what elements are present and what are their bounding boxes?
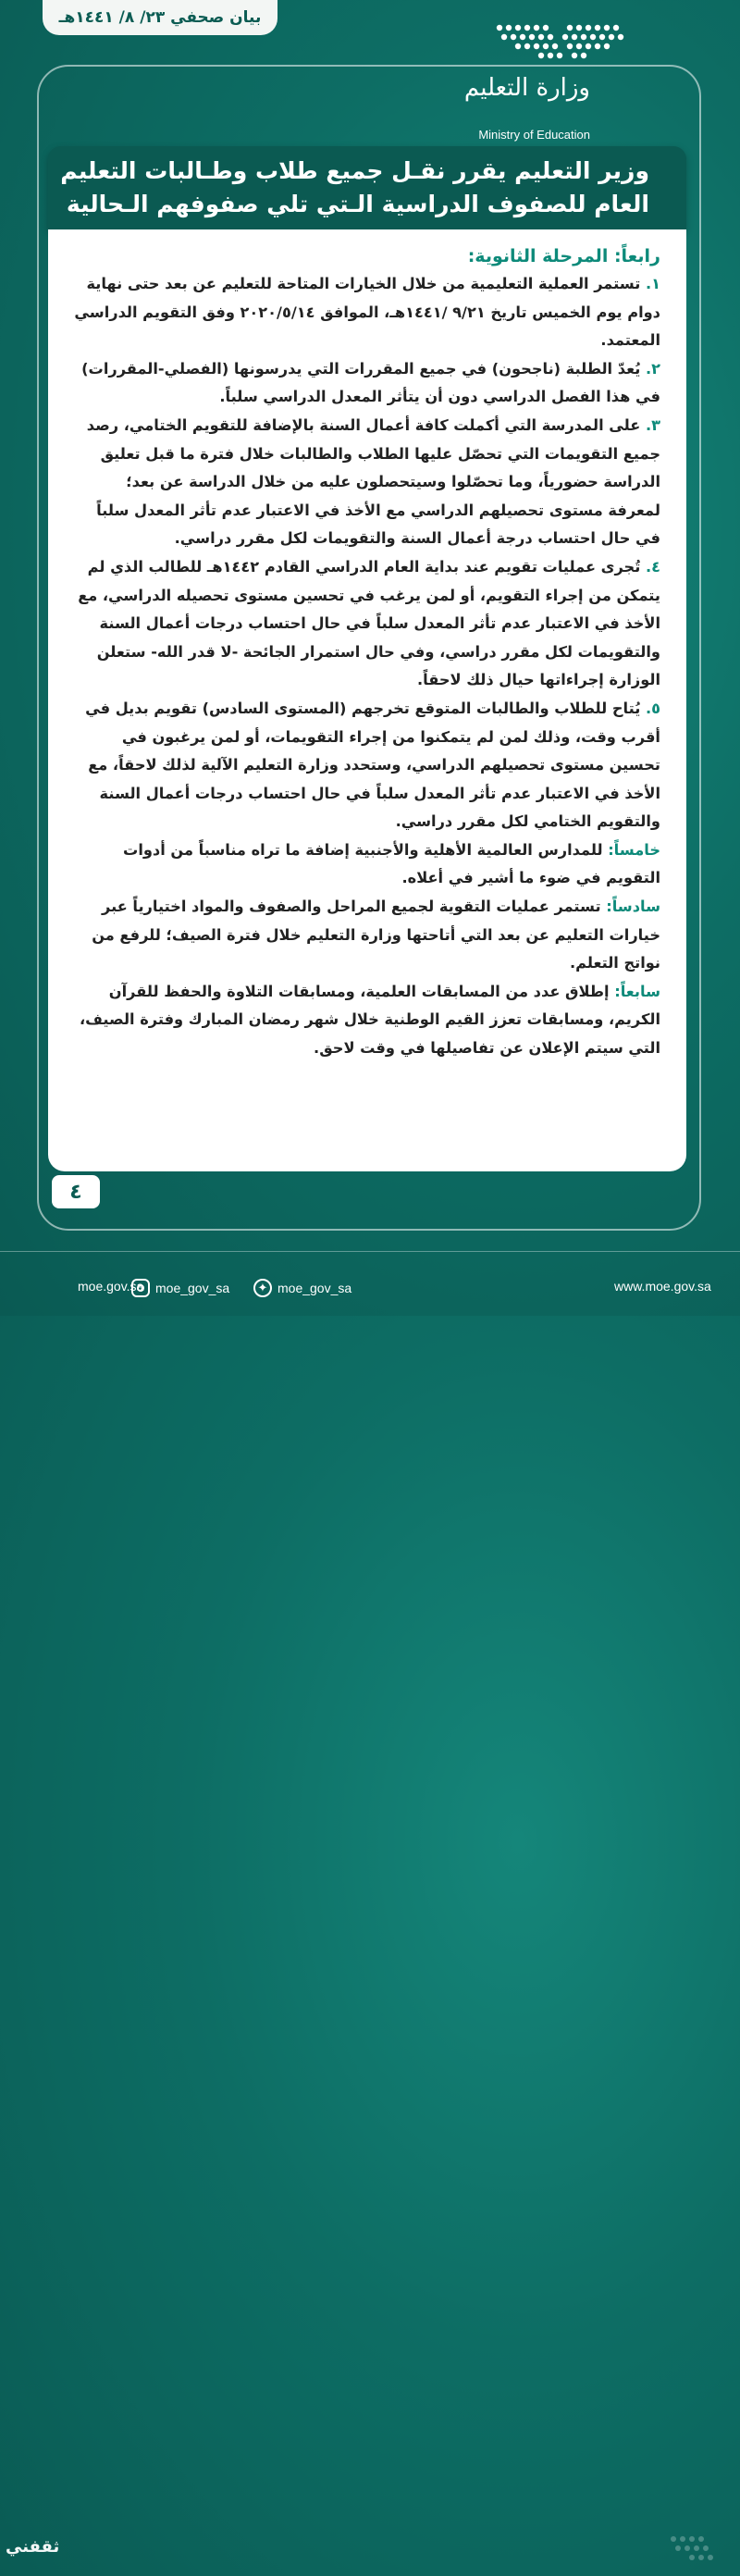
list-item: [74, 695, 660, 836]
watermark: ثقفني: [6, 2537, 60, 2557]
instagram-handle: moe_gov_sa: [155, 1281, 230, 1295]
paragraph-seventh: [74, 978, 660, 1063]
logo-arabic-name: وزارة التعليم: [463, 74, 590, 102]
item-text: يُعدّ الطلبة (ناجحون) في جميع المقررات التي يدرسونها (الفصلي-المقررات) في هذا الفصل الدراسي دون أن يتأثر المعدل الدراسي سلباً.: [81, 359, 660, 406]
list-item: [74, 270, 660, 355]
statement-body: [48, 229, 686, 1171]
paragraph-label: سادساً:: [606, 898, 660, 916]
list-item: [74, 553, 660, 695]
twitter-icon: ✦: [253, 1279, 272, 1297]
paragraph-sixth: [74, 893, 660, 978]
website-url: www.moe.gov.sa: [614, 1279, 711, 1294]
section-heading: رابعاً: المرحلة الثانوية:: [467, 246, 660, 266]
item-number: ٥.: [645, 699, 660, 717]
paragraph-text: إطلاق عدد من المسابقات العلمية، ومسابقات التلاوة والحفظ للقرآن الكريم، ومسابقات تعزز القيم الوطنية خلال شهر رمضان المبارك وفترة الصيف، التي سيتم الإعلان عن تفاصيلها في وقت لاحق.: [79, 982, 660, 1058]
website-link[interactable]: [614, 1279, 711, 1294]
item-number: ١.: [645, 275, 660, 292]
item-text: تستمر العملية التعليمية من خلال الخيارات المتاحة للتعليم عن بعد حتى نهاية دوام يوم الخميس تاريخ ٩/٢١ /١٤٤١هـ، الموافق ٢٠٢٠/٥/١٤ وفق التقويم الدراسي المعتمد.: [74, 275, 660, 350]
footer-divider: [0, 1251, 740, 1252]
logo-english-name: Ministry of Education: [478, 128, 590, 142]
item-text: على المدرسة التي أكملت كافة أعمال السنة بالإضافة للتقويم الختامي، رصد جميع التقويمات التي تحصّل عليها الطلاب والطالبات خلال فترة ما قبل تعليق الدراسة حضورياً، وما تحصّلوا وسيتحصلون عليه من خلال الدراسة عن بعد؛ لمعرفة مستوى تحصيلهم الدراسي مع الأخذ في الاعتبار عدم تأثر المعدل سلباً في حال احتساب درجة أعمال السنة والتقويمات لكل مقرر دراسي.: [86, 415, 660, 548]
instagram-link[interactable]: [131, 1279, 229, 1297]
item-number: ٣.: [645, 415, 660, 434]
date-badge: بيان صحفي ٢٣/ ٨/ ١٤٤١هـ: [43, 0, 278, 35]
list-item: [74, 412, 660, 553]
paragraph-fifth: [74, 836, 660, 893]
twitter-handle: moe_gov_sa: [278, 1281, 352, 1295]
item-text: يُتاح للطلاب والطالبات المتوقع تخرجهم (المستوى السادس) تقويم بديل في أقرب وقت، وذلك لمن لم يتمكنوا من إجراء التقويمات، أو لمن يرغبون في تحسين مستوى تحصيلهم الدراسي، وستحدد وزارة التعليم الآلية لذلك لاحقاً، مع الأخذ في الاعتبار عدم تأثر المعدل سلباً في حال احتساب درجات أعمال السنة والتقويم الختامي لكل مقرر دراسي.: [85, 699, 660, 831]
twitter-link[interactable]: [253, 1279, 352, 1297]
item-number: ٢.: [645, 359, 660, 378]
item-number: ٤.: [645, 557, 660, 576]
ministry-logo: [409, 20, 631, 142]
paragraph-text: للمدارس العالمية الأهلية والأجنبية إضافة ما تراه مناسباً من أدوات التقويم في ضوء ما أشير في أعلاه.: [123, 840, 660, 887]
paragraph-label: سابعاً:: [614, 982, 660, 1000]
paragraph-label: خامساً:: [608, 840, 660, 859]
snapchat-handle: moe.gov.sa: [78, 1279, 144, 1294]
list-item: [74, 355, 660, 412]
footer: [0, 1271, 740, 2557]
instagram-icon: [131, 1279, 150, 1297]
headline-line-2: العام للصفوف الدراسية الـتي تلي صفوفهم الـحالية: [66, 191, 649, 217]
headline-banner: [48, 146, 686, 229]
page-number: ٤: [52, 1175, 100, 1208]
paragraph-text: تستمر عمليات التقوية لجميع المراحل والصفوف والمواد اختيارياً عبر خيارات التعليم عن بعد التي أتاحتها وزارة التعليم خلال فترة الصيف؛ للرفع من نواتج التعلم.: [92, 898, 660, 972]
logo-dots-icon: [492, 20, 631, 62]
item-text: تُجرى عمليات تقويم عند بداية العام الدراسي القادم ١٤٤٢هـ للطالب الذي لم يتمكن من إجراء التقويم، أو لمن يرغب في تحسين مستوى تحصيله الدراسي، مع الأخذ في الاعتبار عدم تأثر المعدل سلباً في حال احتساب درجات أعمال السنة والتقويمات لكل مقرر دراسي، وفي حال استمرار الجائحة -لا قدر الله- ستعلن الوزارة إجراءاتها حيال ذلك لاحقاً.: [78, 557, 660, 689]
headline-line-1: وزير التعليم يقرر نقـل جميع طلاب وطـالبات التعليم: [60, 157, 649, 184]
decorative-dots-icon: [664, 2530, 729, 2576]
